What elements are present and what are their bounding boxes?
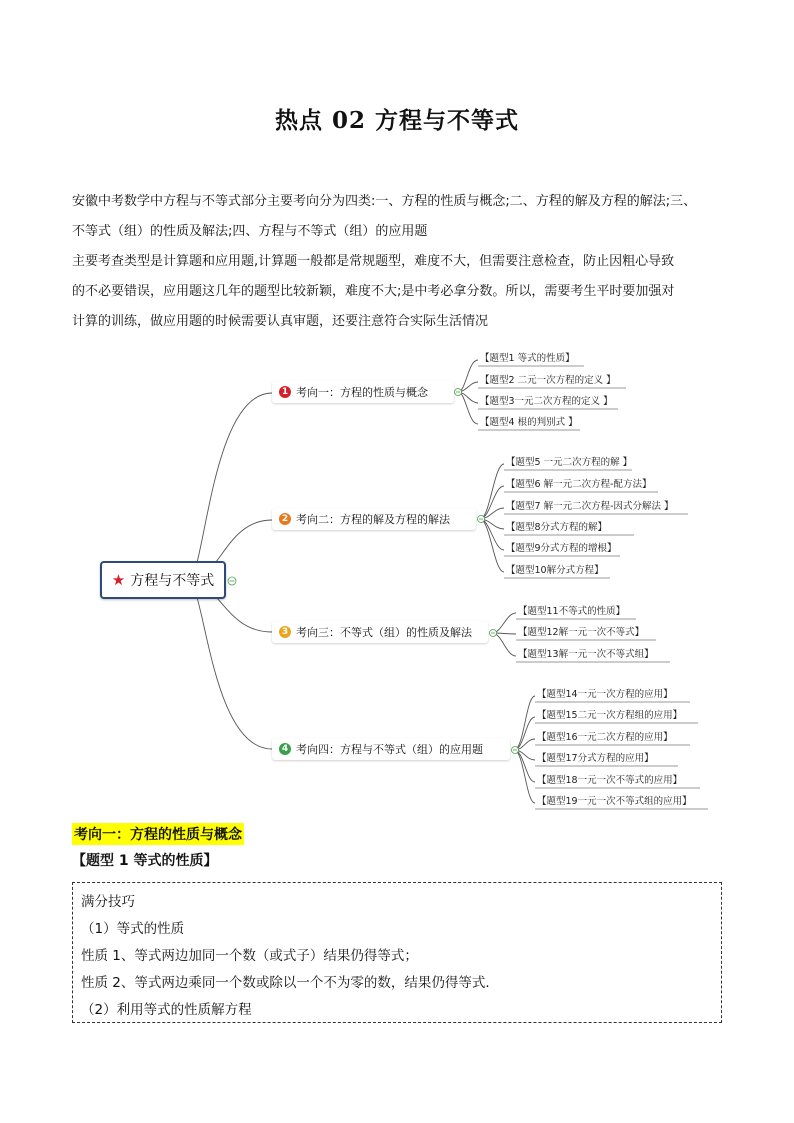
leaf-item: 【题型14一元一次方程的应用】 [537,689,673,700]
tips-line: （1）等式的性质 [81,921,185,937]
intro-line: 主要考查类型是计算题和应用题,计算题一般都是常规题型，难度不大，但需要注意检查，防止因粗心导致 [72,254,675,269]
leaf-item: 【题型17分式方程的应用】 [537,753,654,764]
leaf-item: 【题型3一元二次方程的定义 】 [480,396,613,407]
intro-line: 计算的训练，做应用题的时候需要认真审题，还要注意符合实际生活情况 [72,314,489,329]
branch-4 [272,738,510,760]
branch-label: 考向一：方程的性质与概念 [296,386,428,399]
leaf-item: 【题型13解一元一次不等式组】 [518,649,654,660]
intro-line: 不等式（组）的性质及解法;四、方程与不等式（组）的应用题 [72,224,428,239]
leaf-item: 【题型6 解一元二次方程-配方法】 [506,479,652,490]
intro-line: 的不必要错误，应用题这几年的题型比较新颖，难度不大;是中考必拿分数。所以，需要考生平时要加强对 [72,284,675,299]
leaf-item: 【题型12解一元一次不等式】 [518,627,645,638]
branch-1 [272,381,454,403]
leaf-item: 【题型16一元二次方程的应用】 [537,732,673,743]
section-subheading: 【题型 1 等式的性质】 [72,853,218,869]
tips-title: 满分技巧 [81,894,135,910]
page-title: 热点 02 方程与不等式 [274,107,520,134]
leaf-item: 【题型8分式方程的解】 [506,522,608,533]
leaf-item: 【题型1 等式的性质】 [480,353,575,364]
mind-map [0,340,794,820]
leaf-item: 【题型18一元一次不等式的应用】 [537,775,683,786]
branch-label: 考向二：方程的解及方程的解法 [296,513,450,526]
root-label: 方程与不等式 [130,573,215,589]
star-icon: ★ [111,571,126,589]
leaf-item: 【题型10解分式方程】 [506,565,604,576]
leaf-item: 【题型7 解一元二次方程-因式分解法 】 [506,501,674,512]
number-4-icon: 4 [279,743,291,755]
branch-label: 考向四：方程与不等式（组）的应用题 [296,743,483,756]
intro-paragraph [72,187,722,337]
number-3-icon: 3 [279,626,291,638]
tips-line: 性质 2、等式两边乘同一个数或除以一个不为零的数，结果仍得等式． [81,975,499,991]
number-2-icon: 2 [279,513,291,525]
leaf-item: 【题型2 二元一次方程的定义 】 [480,375,616,386]
mind-map-root [100,561,226,599]
intro-line: 安徽中考数学中方程与不等式部分主要考向分为四类:一、方程的性质与概念;二、方程的解及方程的解法;三、 [72,194,697,209]
leaf-item: 【题型19一元一次不等式组的应用】 [537,796,692,807]
leaf-item: 【题型4 根的判别式 】 [480,417,578,428]
number-1-icon: 1 [279,386,291,398]
branch-label: 考向三：不等式（组）的性质及解法 [296,626,472,639]
tips-line: （2）利用等式的性质解方程 [81,1002,252,1018]
branch-2 [272,508,476,530]
tips-line: 性质 1、等式两边加同一个数（或式子）结果仍得等式； [81,948,418,964]
leaf-item: 【题型11不等式的性质】 [518,606,626,617]
branch-3 [272,621,488,643]
leaf-item: 【题型5 一元二次方程的解 】 [506,457,633,468]
leaf-item: 【题型9分式方程的增根】 [506,543,617,554]
leaf-item: 【题型15二元一次方程组的应用】 [537,710,683,721]
tips-box [72,882,722,1023]
section-heading: 考向一：方程的性质与概念 [72,823,244,845]
